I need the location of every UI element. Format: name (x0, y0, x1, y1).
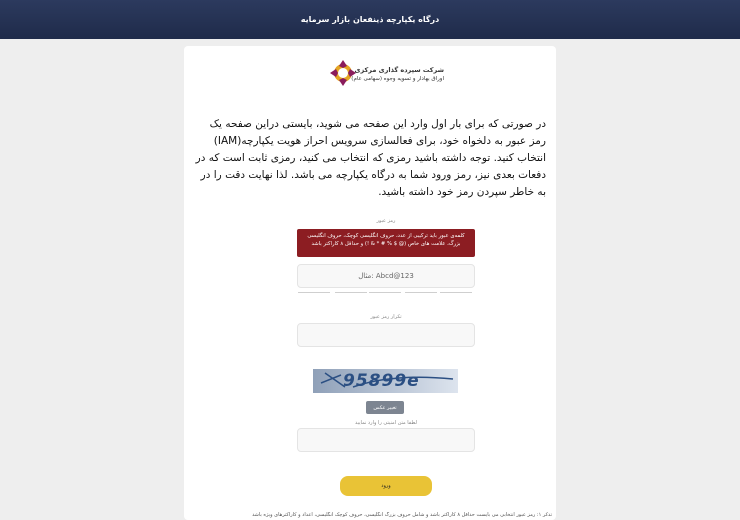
top-header (0, 0, 740, 39)
change-captcha-button[interactable]: تغییر عکس (366, 401, 404, 414)
footnote: تذکر ۱: رمز عبور انتخابی می بایست حداقل ۸ کاراکتر باشد و شامل حروف بزرگ انگلیسی، حروف کوچک انگلیسی، اعداد و کاراکترهای ویژه باشد (252, 512, 552, 518)
intro-text: در صورتی که برای بار اول وارد این صفحه می شوید، بایستی دراین صفحه یک رمز عبور به دلخواه خود، برای فعالسازی سرویس احراز هویت یکپارچه(IAM) انتخاب کنید. توجه داشته باشید رمزی که انتخاب می کنید، رمزی ثابت است که در دفعات بعدی نیز، رمز ورود شما به درگاه یکپارچه می باشد. لذا نهایت دقت را در به خاطر سپردن رمز خود داشته باشید. (195, 118, 546, 198)
captcha-code: 95899e (343, 371, 420, 391)
company-name-line1: شرکت سپرده گذاری مرکزی (354, 66, 444, 74)
password-label: رمز عبور (376, 218, 396, 224)
company-name-line2: اوراق بهادار و تسویه وجوه (سهامی عام) (351, 76, 444, 82)
captcha-input[interactable] (297, 428, 475, 452)
header-title: درگاه یکپارچه ذینفعان بازار سرمایه (300, 15, 440, 24)
password-rule-alert: کلمه‌ی عبور باید ترکیبی از عدد، حروف انگلیسی کوچک، حروف انگلیسی بزرگ، علامت های خاص (@ $ % # * & !) و حداقل ۸ کاراکتر باشد (297, 229, 475, 257)
strength-segment (369, 292, 401, 293)
strength-segment (298, 292, 330, 293)
strength-segment (440, 292, 472, 293)
company-logo (328, 58, 448, 92)
strength-segment (405, 292, 437, 293)
captcha-label: لطفا متن امنیتی را وارد نمایید (355, 420, 417, 426)
company-name (351, 66, 444, 82)
login-button[interactable]: ورود (340, 476, 432, 496)
login-card (184, 46, 556, 520)
password-input[interactable] (297, 264, 475, 288)
confirm-password-input[interactable] (297, 323, 475, 347)
strength-segment (335, 292, 367, 293)
captcha-image (313, 369, 458, 393)
confirm-password-label: تکرار رمز عبور (370, 314, 402, 320)
